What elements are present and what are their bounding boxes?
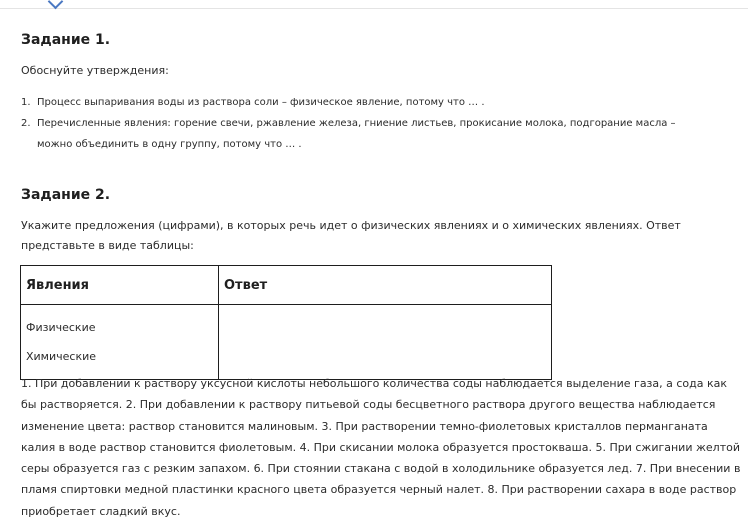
statements-text: 1. При добавлении к раствору уксусной кислоты небольшого количества соды наблюдается выделение газа, а сода как бы растворяется. 2. При добавлении к раствору питьевой соды бесцветного раствора другого вещества наблюдается изменение цвета: раствор становится малиновым. 3. При растворении темно-фиолетовых кристаллов перманганата калия в воде раствор становится фиолетовым. 4. При скисании молока образуется простокваша. 5. При сжигании желтой серы образуется газ с резким запахом. 6. При стоянии стакана с водой в холодильнике образуется лед. 7. При внесении в пламя спиртовки медной пластинки красного цвета образуется черный налет. 8. При растворении сахара в воде раствор приобретает сладкий вкус. [21,377,741,518]
list-item-number: 2. [21,118,31,129]
phenomena-cell [21,305,219,380]
list-item [21,92,711,113]
task1-list [21,92,711,155]
top-divider [0,8,748,9]
task1-intro: Обоснуйте утверждения: [21,64,169,77]
answer-table [20,265,552,380]
phenomena-physical: Физические [26,321,96,334]
answer-cell [219,305,552,380]
task2-intro: Укажите предложения (цифрами), в которых речь идет о физических явлениях и о химических явлениях. Ответ представьте в виде таблицы: [21,219,681,252]
table-header-row [21,266,552,305]
header-phenomena: Явления [21,266,219,305]
header-answer: Ответ [219,266,552,305]
table-row [21,305,552,380]
list-item [21,113,711,155]
task1-heading: Задание 1. [21,32,111,48]
task2-heading: Задание 2. [21,187,111,203]
list-item-text: Перечисленные явления: горение свечи, ржавление железа, гниение листьев, прокисание молока, подгорание масла – можно объединить в одну группу, потому что … . [37,118,676,150]
list-item-text: Процесс выпаривания воды из раствора соли – физическое явление, потому что … . [37,97,485,108]
phenomena-chemical: Химические [26,350,97,363]
list-item-number: 1. [21,97,31,108]
